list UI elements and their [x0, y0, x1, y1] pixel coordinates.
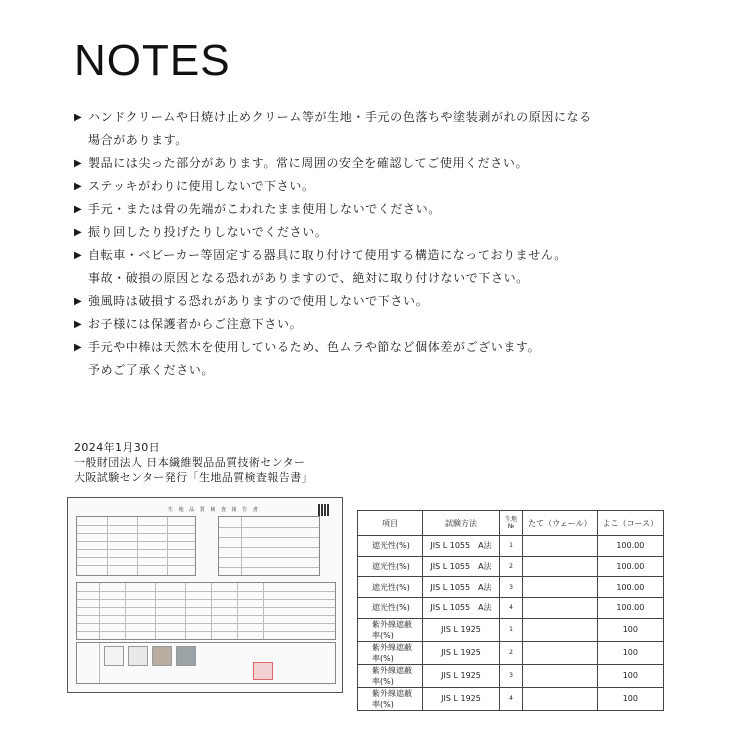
note-item: [74, 221, 694, 244]
cell-weft: 100.00: [597, 598, 663, 619]
triangle-bullet-icon: ▶: [74, 112, 83, 123]
triangle-bullet-icon: ▶: [74, 250, 83, 261]
cell-warp: [523, 577, 598, 598]
note-text: 振り回したり投げたりしないでください。: [88, 225, 328, 239]
cell-warp: [523, 641, 598, 664]
fabric-swatch: [104, 646, 124, 666]
cell-method: JIS L 1055 A法: [423, 536, 500, 557]
cell-method: JIS L 1925: [423, 641, 500, 664]
cell-weft: 100.00: [597, 536, 663, 557]
cell-warp: [523, 598, 598, 619]
note-item: [74, 106, 694, 152]
cell-fabric-no: 3: [500, 664, 523, 687]
cell-item: 遮光性(%): [358, 577, 423, 598]
cell-item: 紫外線遮蔽率(%): [358, 618, 423, 641]
issue-date: 2024年1月30日: [74, 441, 160, 454]
cell-weft: 100.00: [597, 556, 663, 577]
report-results-grid: [76, 582, 336, 640]
column-header-item: 項目: [358, 511, 423, 536]
column-header-method: 試験方法: [423, 511, 500, 536]
note-text: 製品には尖った部分があります。常に周囲の安全を確認してご使用ください。: [88, 156, 529, 170]
cell-method: JIS L 1925: [423, 687, 500, 710]
report-header-grid: [76, 516, 196, 576]
report-client-grid: [218, 516, 320, 576]
cell-method: JIS L 1925: [423, 664, 500, 687]
cell-warp: [523, 664, 598, 687]
notes-list: [74, 106, 694, 382]
column-header-weft: よこ（コース）: [597, 511, 663, 536]
triangle-bullet-icon: ▶: [74, 181, 83, 192]
note-text: お子様には保護者からご注意下さい。: [88, 317, 303, 331]
note-text: 予めご了承ください。: [88, 363, 215, 377]
cell-fabric-no: 3: [500, 577, 523, 598]
results-table: [357, 510, 664, 711]
issuer-info: [74, 440, 313, 485]
triangle-bullet-icon: ▶: [74, 227, 83, 238]
cell-fabric-no: 1: [500, 536, 523, 557]
note-item: [74, 313, 694, 336]
cell-item: 遮光性(%): [358, 556, 423, 577]
cell-weft: 100.00: [597, 577, 663, 598]
cell-item: 紫外線遮蔽率(%): [358, 687, 423, 710]
report-title: 生 地 品 質 検 査 報 告 書: [168, 507, 260, 513]
note-item: [74, 290, 694, 313]
cell-fabric-no: 4: [500, 687, 523, 710]
column-header-warp: たて（ウェール）: [523, 511, 598, 536]
table-row: [358, 536, 664, 557]
page-title: NOTES: [74, 36, 231, 85]
triangle-bullet-icon: ▶: [74, 296, 83, 307]
table-row: [358, 598, 664, 619]
note-item: [74, 244, 694, 290]
cell-method: JIS L 1055 A法: [423, 598, 500, 619]
table-row: [358, 618, 664, 641]
fabric-swatch: [176, 646, 196, 666]
note-item: [74, 198, 694, 221]
triangle-bullet-icon: ▶: [74, 158, 83, 169]
table-row: [358, 577, 664, 598]
table-row: [358, 641, 664, 664]
table-header-row: [358, 511, 664, 536]
cell-weft: 100: [597, 641, 663, 664]
cell-fabric-no: 4: [500, 598, 523, 619]
fabric-swatch: [128, 646, 148, 666]
cell-item: 紫外線遮蔽率(%): [358, 641, 423, 664]
triangle-bullet-icon: ▶: [74, 342, 83, 353]
cell-fabric-no: 1: [500, 618, 523, 641]
cell-warp: [523, 687, 598, 710]
cell-weft: 100: [597, 687, 663, 710]
note-item: [74, 175, 694, 198]
note-text: ハンドクリームや日焼け止めクリーム等が生地・手元の色落ちや塗装剥がれの原因になる: [88, 110, 592, 124]
issuer-organization: 一般財団法人 日本繊維製品品質技術センター: [74, 456, 306, 469]
cell-fabric-no: 2: [500, 556, 523, 577]
report-source: 大阪試験センター発行「生地品質検査報告書」: [74, 471, 313, 484]
triangle-bullet-icon: ▶: [74, 319, 83, 330]
cell-method: JIS L 1055 A法: [423, 556, 500, 577]
note-text: 手元や中棒は天然木を使用しているため、色ムラや節など個体差がございます。: [88, 340, 541, 354]
cell-weft: 100: [597, 664, 663, 687]
table-row: [358, 556, 664, 577]
cell-method: JIS L 1055 A法: [423, 577, 500, 598]
note-text: 場合があります。: [88, 133, 188, 147]
table-row: [358, 687, 664, 710]
cell-warp: [523, 536, 598, 557]
cell-warp: [523, 556, 598, 577]
triangle-bullet-icon: ▶: [74, 204, 83, 215]
cell-fabric-no: 2: [500, 641, 523, 664]
cell-method: JIS L 1925: [423, 618, 500, 641]
cell-item: 遮光性(%): [358, 536, 423, 557]
cell-warp: [523, 618, 598, 641]
fabric-swatch: [152, 646, 172, 666]
seal-stamp-icon: [253, 662, 273, 680]
cell-item: 遮光性(%): [358, 598, 423, 619]
cell-item: 紫外線遮蔽率(%): [358, 664, 423, 687]
note-item: [74, 336, 694, 382]
note-text: 自転車・ベビーカー等固定する器具に取り付けて使用する構造になっておりません。: [88, 248, 567, 262]
note-text: 事故・破損の原因となる恐れがありますので、絶対に取り付けないで下さい。: [88, 271, 529, 285]
note-text: ステッキがわりに使用しないで下さい。: [88, 179, 315, 193]
column-header-fabric-no: 生地 №: [500, 511, 523, 536]
table-row: [358, 664, 664, 687]
note-text: 手元・または骨の先端がこわれたまま使用しないでください。: [88, 202, 441, 216]
cell-weft: 100: [597, 618, 663, 641]
note-item: [74, 152, 694, 175]
note-text: 強風時は破損する恐れがありますので使用しないで下さい。: [88, 294, 429, 308]
qr-code-icon: [318, 504, 330, 516]
inspection-report-image: [67, 497, 343, 693]
